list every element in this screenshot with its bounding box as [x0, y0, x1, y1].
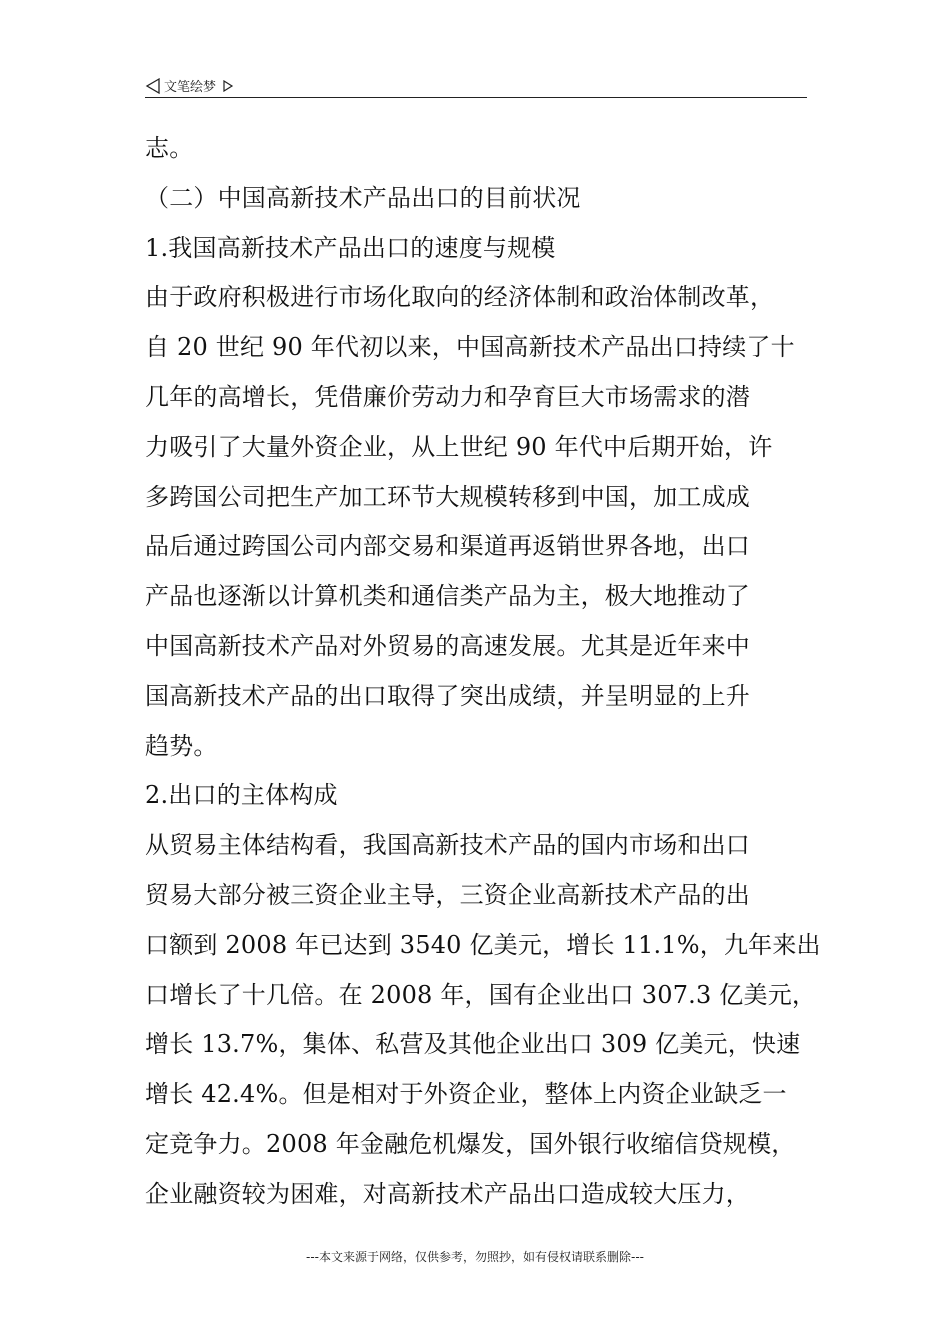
triangle-right-icon — [222, 80, 234, 92]
header-brand: 文笔绘梦 — [164, 80, 217, 95]
subsection-heading: 2.出口的主体构成 — [145, 781, 338, 810]
text-line: 从贸易主体结构看，我国高新技术产品的国内市场和出口 — [145, 831, 750, 860]
text-line: 口额到 2008 年已达到 3540 亿美元，增长 11.1%，九年来出 — [145, 930, 821, 959]
document-body — [145, 124, 821, 1220]
header-brand-row — [145, 76, 234, 95]
text-line: 企业融资较为困难，对高新技术产品出口造成较大压力， — [145, 1179, 750, 1208]
text-line: 产品也逐渐以计算机类和通信类产品为主，极大地推动了 — [145, 582, 750, 611]
section-heading: （二）中国高新技术产品出口的目前状况 — [145, 183, 581, 212]
text-line: 趋势。 — [145, 731, 218, 760]
text-line: 中国高新技术产品对外贸易的高速发展。尤其是近年来中 — [145, 631, 750, 660]
text-line: 由于政府积极进行市场化取向的经济体制和政治体制改革， — [145, 283, 775, 312]
text-line: 力吸引了大量外资企业，从上世纪 90 年代中后期开始，许 — [145, 432, 773, 461]
text-line: 口增长了十几倍。在 2008 年，国有企业出口 307.3 亿美元， — [145, 980, 817, 1009]
text-line: 定竞争力。2008 年金融危机爆发，国外银行收缩信贷规模， — [145, 1129, 796, 1158]
triangle-left-icon — [145, 78, 161, 94]
subsection-heading: 1.我国高新技术产品出口的速度与规模 — [145, 233, 556, 262]
text-line: 几年的高增长，凭借廉价劳动力和孕育巨大市场需求的潜 — [145, 382, 750, 411]
footer-disclaimer: ---本文来源于网络，仅供参考，勿照抄，如有侵权请联系删除--- — [306, 1250, 644, 1264]
text-line: 国高新技术产品的出口取得了突出成绩，并呈明显的上升 — [145, 681, 750, 710]
text-line: 贸易大部分被三资企业主导，三资企业高新技术产品的出 — [145, 880, 750, 909]
text-line: 自 20 世纪 90 年代初以来，中国高新技术产品出口持续了十 — [145, 333, 795, 362]
text-line: 品后通过跨国公司内部交易和渠道再返销世界各地，出口 — [145, 532, 750, 561]
text-line: 志。 — [145, 134, 194, 162]
text-line: 增长 13.7%，集体、私营及其他企业出口 309 亿美元，快速 — [145, 1030, 801, 1059]
page-header — [145, 70, 807, 98]
text-line: 多跨国公司把生产加工环节大规模转移到中国，加工成成 — [145, 482, 750, 511]
text-line: 增长 42.4%。但是相对于外资企业，整体上内资企业缺乏一 — [145, 1080, 787, 1109]
